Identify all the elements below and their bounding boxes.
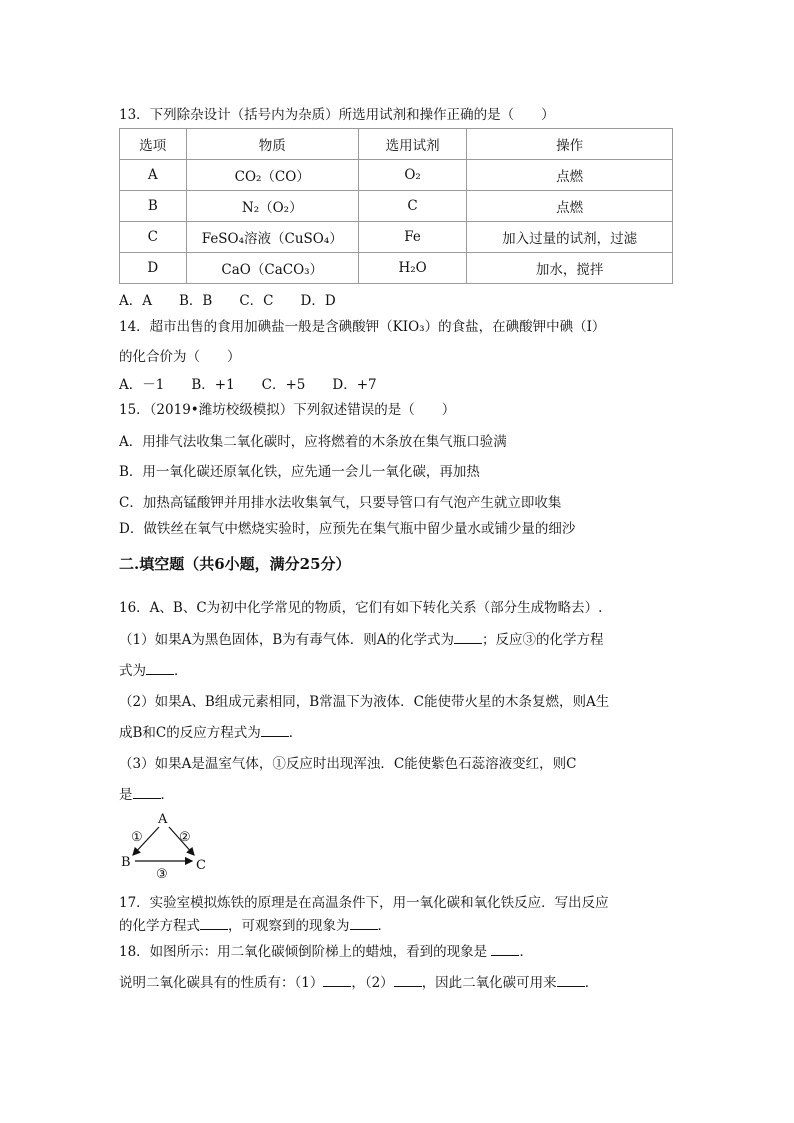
q14-line1: 14．超市出售的食用加碘盐一般是含碘酸钾（KIO₃）的食盐，在碘酸钾中碘（I） — [119, 319, 606, 335]
q17-text: ，可观察到的现象为 — [228, 918, 350, 934]
q17-line1: 17．实验室模拟炼铁的原理是在高温条件下，用一氧化碳和氧化铁反应．写出反应 — [119, 895, 609, 911]
q13-stem: 13．下列除杂设计（括号内为杂质）所选用试剂和操作正确的是（ ） — [119, 107, 555, 123]
table-cell: A — [120, 160, 187, 191]
q16-part3-text: 是 — [119, 787, 133, 803]
answer-blank[interactable] — [557, 974, 585, 987]
table-row — [120, 253, 673, 284]
period: ． — [519, 944, 533, 960]
table-cell: 加水，搅拌 — [467, 253, 673, 284]
table-cell: H₂O — [358, 253, 466, 284]
conversion-diagram — [117, 808, 217, 880]
answer-blank[interactable] — [454, 631, 482, 644]
table-row — [120, 222, 673, 253]
q16-part1-line2 — [119, 659, 188, 679]
node-c-label: C — [196, 858, 206, 873]
table-cell: 点燃 — [467, 191, 673, 222]
table-header-cell: 物质 — [186, 129, 358, 160]
answer-blank[interactable] — [133, 786, 161, 799]
reaction-2-label: ② — [179, 830, 191, 845]
answer-blank[interactable] — [350, 917, 378, 930]
q16-stem: 16．A、B、C为初中化学常见的物质，它们有如下转化关系（部分生成物略去）. — [119, 600, 603, 616]
table-header-cell: 操作 — [467, 129, 673, 160]
table-cell: O₂ — [358, 160, 466, 191]
q13-options-table — [119, 128, 673, 284]
answer-blank[interactable] — [491, 943, 519, 956]
q16-part2-line2 — [119, 721, 302, 741]
q15-option-a: A．用排气法收集二氧化碳时，应将燃着的木条放在集气瓶口验满 — [119, 434, 507, 450]
q16-part1-text: ；反应③的化学方程 — [482, 632, 604, 648]
q16-part3-line2 — [119, 783, 174, 803]
q15-option-d: D．做铁丝在氧气中燃烧实验时，应预先在集气瓶中留少量水或铺少量的细沙 — [119, 521, 576, 537]
period: ． — [288, 725, 303, 741]
table-cell: N₂（O₂） — [186, 191, 358, 222]
q14-line2: 的化合价为（ ） — [119, 349, 241, 365]
q16-part3-line1: （3）如果A是温室气体，①反应时出现浑浊．C能使紫色石蕊溶液变红，则C — [119, 756, 577, 772]
answer-blank[interactable] — [146, 662, 174, 675]
q18-text: ，（2） — [351, 975, 394, 991]
q18-line2 — [119, 971, 598, 991]
reaction-1-label: ① — [131, 830, 143, 845]
table-row — [120, 160, 673, 191]
table-cell: FeSO₄溶液（CuSO₄） — [186, 222, 358, 253]
q18-text: 说明二氧化碳具有的性质有：（1） — [119, 975, 324, 991]
period: ． — [160, 787, 174, 803]
table-row — [120, 191, 673, 222]
q13-choices: A．A B．B C．C D．D — [119, 293, 336, 309]
answer-blank[interactable] — [261, 724, 289, 737]
section-title: 二.填空题（共6小题，满分25分） — [119, 555, 351, 573]
table-cell: CO₂（CO） — [186, 160, 358, 191]
table-cell: D — [120, 253, 187, 284]
q14-choices: A．－1 B．+1 C．+5 D．+7 — [119, 377, 377, 393]
node-a-label: A — [158, 812, 168, 827]
table-cell: 加入过量的试剂，过滤 — [467, 222, 673, 253]
answer-blank[interactable] — [394, 974, 422, 987]
table-header-cell: 选用试剂 — [358, 129, 466, 160]
answer-blank[interactable] — [200, 917, 228, 930]
q15-option-c: C．加热高锰酸钾并用排水法收集氧气，只要导管口有气泡产生就立即收集 — [119, 495, 562, 511]
q17-text: 的化学方程式 — [119, 918, 200, 934]
q15-option-b: B．用一氧化碳还原氧化铁，应先通一会儿一氧化碳，再加热 — [119, 464, 480, 480]
q18-text: ，因此二氧化碳可用来 — [421, 975, 557, 991]
table-cell: Fe — [358, 222, 466, 253]
node-b-label: B — [121, 855, 131, 870]
period: ． — [377, 918, 391, 934]
q18-line1 — [119, 940, 533, 960]
table-cell: B — [120, 191, 187, 222]
q16-part1-text: （1）如果A为黑色固体，B为有毒气体．则A的化学式为 — [119, 632, 455, 648]
table-header-row — [120, 129, 673, 160]
period: ． — [584, 975, 599, 991]
table-header-cell: 选项 — [120, 129, 187, 160]
table-cell: CaO（CaCO₃） — [186, 253, 358, 284]
q16-part1-line1 — [119, 628, 604, 648]
table-cell: C — [120, 222, 187, 253]
q17-line2 — [119, 914, 391, 934]
q16-part1-text: 式为 — [119, 663, 146, 679]
q18-text: 18．如图所示：用二氧化碳倾倒阶梯上的蜡烛，看到的现象是 — [119, 944, 488, 960]
q16-part2-line1: （2）如果A、B组成元素相同，B常温下为液体．C能使带火星的木条复燃，则A生 — [119, 694, 610, 710]
q16-part2-text: 成B和C的反应方程式为 — [119, 725, 261, 741]
answer-blank[interactable] — [323, 974, 351, 987]
table-cell: C — [358, 191, 466, 222]
reaction-3-label: ③ — [156, 867, 168, 880]
period: ． — [174, 663, 188, 679]
q15-stem: 15．（2019•潍坊校级模拟）下列叙述错误的是（ ） — [119, 402, 456, 418]
table-cell: 点燃 — [467, 160, 673, 191]
